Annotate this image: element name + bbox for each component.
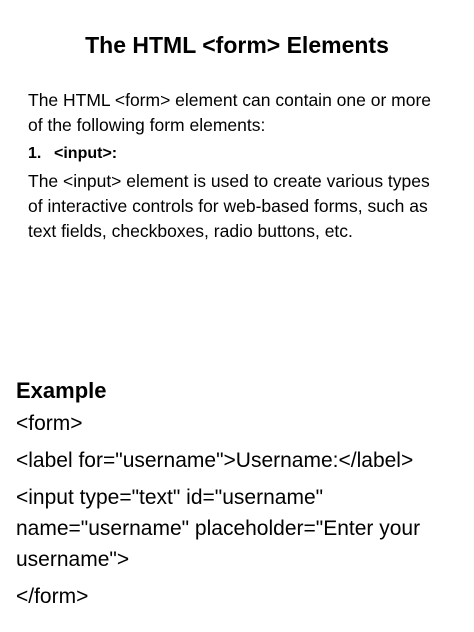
code-line-input: <input type="text" id="username" name="username" placeholder="Enter your username"> (16, 486, 426, 571)
example-heading: Example (16, 378, 107, 403)
code-line-label: <label for="username">Username:</label> (16, 449, 414, 472)
example-section (16, 374, 466, 618)
slide-title: The HTML <form> Elements (85, 32, 389, 58)
code-line-form-open: <form> (16, 412, 83, 435)
intro-section (28, 88, 448, 244)
list-item-number: 1. (28, 145, 42, 162)
item-description: The <input> element is used to create various types of interactive controls for web-based forms, such as text fields, checkboxes, radio buttons, etc. (28, 171, 430, 241)
list-item-heading (28, 143, 448, 165)
code-line-form-close: </form> (16, 585, 89, 608)
intro-text: The HTML <form> element can contain one or more of the following form elements: (28, 90, 432, 135)
list-item-label: <input>: (54, 145, 118, 162)
